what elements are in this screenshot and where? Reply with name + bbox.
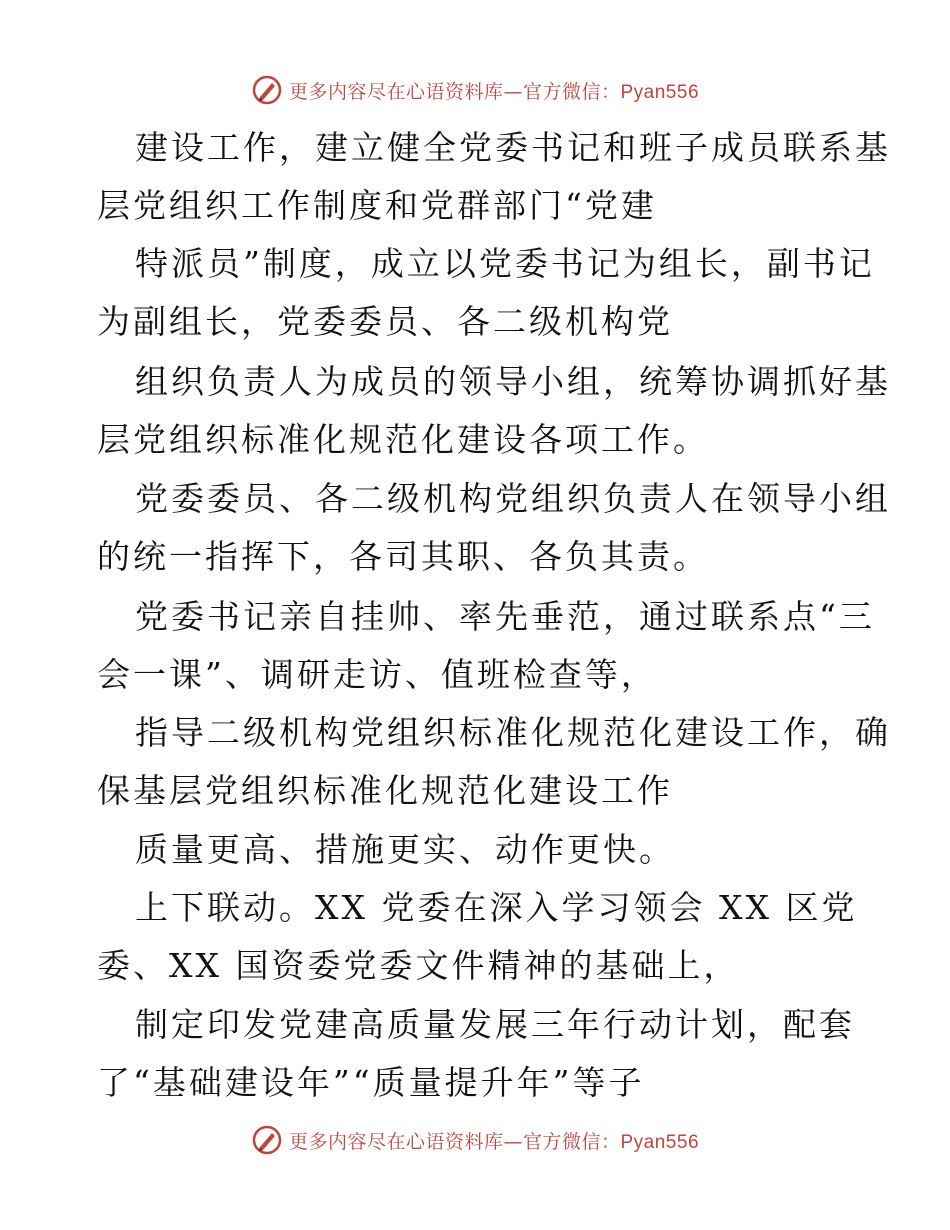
text-line: 上下联动。XX 党委在深入学习领会 XX 区党 <box>135 888 858 927</box>
text-line: 建设工作，建立健全党委书记和班子成员联系基 <box>135 128 891 167</box>
text-line: 了“基础建设年”“质量提升年”等子 <box>97 1063 645 1102</box>
text-line: 层党组织工作制度和党群部门“党建 <box>97 186 657 225</box>
text-line: 党委书记亲自挂帅、率先垂范，通过联系点“三 <box>135 597 875 636</box>
text-line: 党委委员、各二级机构党组织负责人在领导小组 <box>135 479 891 518</box>
banner-wechat-label: 官方微信： <box>522 80 621 103</box>
banner-wechat-id: Pyan556 <box>620 81 700 103</box>
text-line: 指导二级机构党组织标准化规范化建设工作，确 <box>135 713 891 752</box>
banner-wechat-label: 官方微信： <box>522 1130 621 1153</box>
banner-dash: — <box>503 80 523 103</box>
text-line: 制定印发党建高质量发展三年行动计划，配套 <box>135 1005 855 1044</box>
text-line: 为副组长，党委委员、各二级机构党 <box>97 302 673 341</box>
text-line: 会一课”、调研走访、值班检查等， <box>97 655 657 694</box>
banner-wechat-id: Pyan556 <box>620 1131 700 1153</box>
text-line: 保基层党组织标准化规范化建设工作 <box>97 771 673 810</box>
text-line: 特派员”制度，成立以党委书记为组长，副书记 <box>135 244 875 283</box>
text-line: 层党组织标准化规范化建设各项工作。 <box>97 420 709 459</box>
banner-text: 更多内容尽在心语资料库 <box>288 1130 504 1153</box>
text-line: 质量更高、措施更实、动作更快。 <box>135 830 675 869</box>
text-line: 委、XX 国资委党委文件精神的基础上， <box>97 946 740 985</box>
pen-logo-icon <box>251 1124 283 1156</box>
text-line: 组织负责人为成员的领导小组，统筹协调抓好基 <box>135 362 891 401</box>
footer-watermark <box>0 1120 950 1160</box>
text-line: 的统一指挥下，各司其职、各负其责。 <box>97 537 709 576</box>
banner-text: 更多内容尽在心语资料库 <box>288 80 504 103</box>
banner-dash: — <box>503 1130 523 1153</box>
